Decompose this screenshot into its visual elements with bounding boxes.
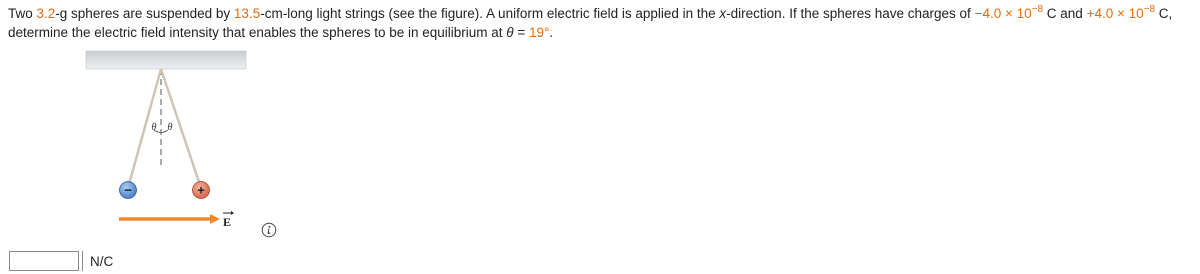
info-icon[interactable]	[261, 222, 277, 238]
question-segment: .	[549, 25, 554, 40]
negative-sign: −	[124, 182, 132, 198]
charge-2-mantissa: +4.0 × 10	[1086, 6, 1144, 21]
charge-2-exponent: −8	[1143, 3, 1156, 15]
question-segment: =	[513, 25, 529, 40]
question-segment: -cm-long light strings (see the figure). A uniform electric field is applied in the	[260, 6, 720, 21]
mass-value: 3.2	[36, 6, 56, 21]
charge-1-mantissa: −4.0 × 10	[974, 6, 1032, 21]
question-segment: -g spheres are suspended by	[55, 6, 234, 21]
question-segment: C and	[1043, 6, 1087, 21]
angle-value: 19°	[529, 25, 550, 40]
ceiling	[86, 51, 246, 69]
axis-variable: x	[719, 6, 727, 21]
answer-input[interactable]	[9, 251, 79, 271]
question-text	[8, 4, 1193, 42]
question-segment: -direction. If the spheres have charges of	[726, 6, 975, 21]
field-label: E	[222, 215, 232, 229]
pendulum-figure	[80, 50, 310, 250]
charge-2-value	[1086, 3, 1156, 21]
theta-symbol: θ	[506, 25, 514, 40]
question-segment: Two	[8, 6, 37, 21]
question-segment: C, determine the electric field intensity that enables the spheres to be in equilibrium at	[8, 6, 1173, 40]
field-arrow-head	[210, 214, 220, 224]
length-value: 13.5	[233, 6, 261, 21]
charge-1-exponent: −8	[1031, 3, 1044, 15]
field-vector-bar-tip	[231, 211, 234, 215]
theta-right-label: θ	[167, 122, 173, 133]
positive-sign: +	[197, 182, 205, 198]
answer-row	[9, 250, 113, 272]
theta-left-label: θ	[151, 122, 157, 133]
charge-1-value	[974, 3, 1044, 21]
unit-label: N/C	[82, 251, 113, 271]
